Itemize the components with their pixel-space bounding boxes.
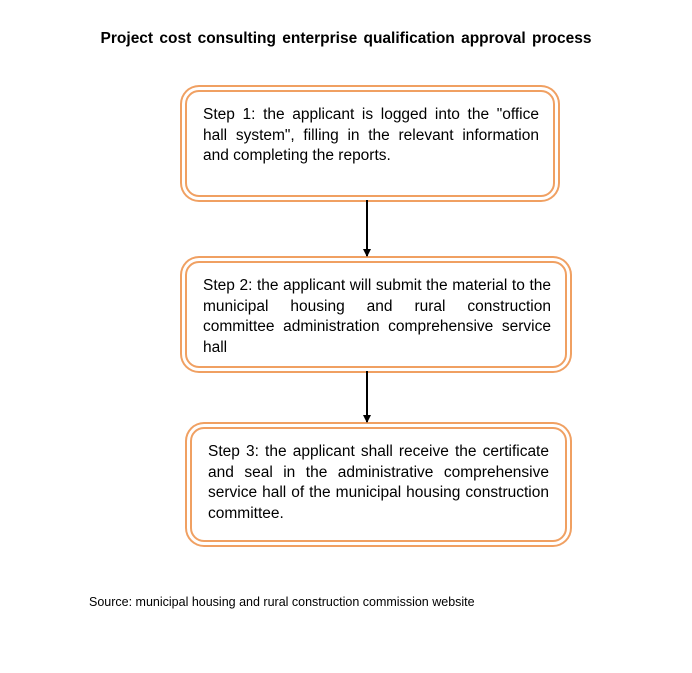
diagram-title: Project cost consulting enterprise qualification approval process — [100, 30, 592, 47]
step-1-box — [185, 90, 555, 197]
step-2-box — [185, 261, 567, 368]
step-3-box — [190, 427, 567, 542]
step-2-text: Step 2: the applicant will submit the material to the municipal housing and rural construction committee administration comprehensive service hall — [203, 277, 551, 356]
step-1-text: Step 1: the applicant is logged into the "office hall system", filling in the relevant information and completing the reports. — [203, 106, 539, 164]
source-note: Source: municipal housing and rural construction commission website — [89, 595, 475, 609]
step-3-text: Step 3: the applicant shall receive the certificate and seal in the administrative comprehensive service hall of the municipal housing construction committee. — [208, 443, 549, 522]
